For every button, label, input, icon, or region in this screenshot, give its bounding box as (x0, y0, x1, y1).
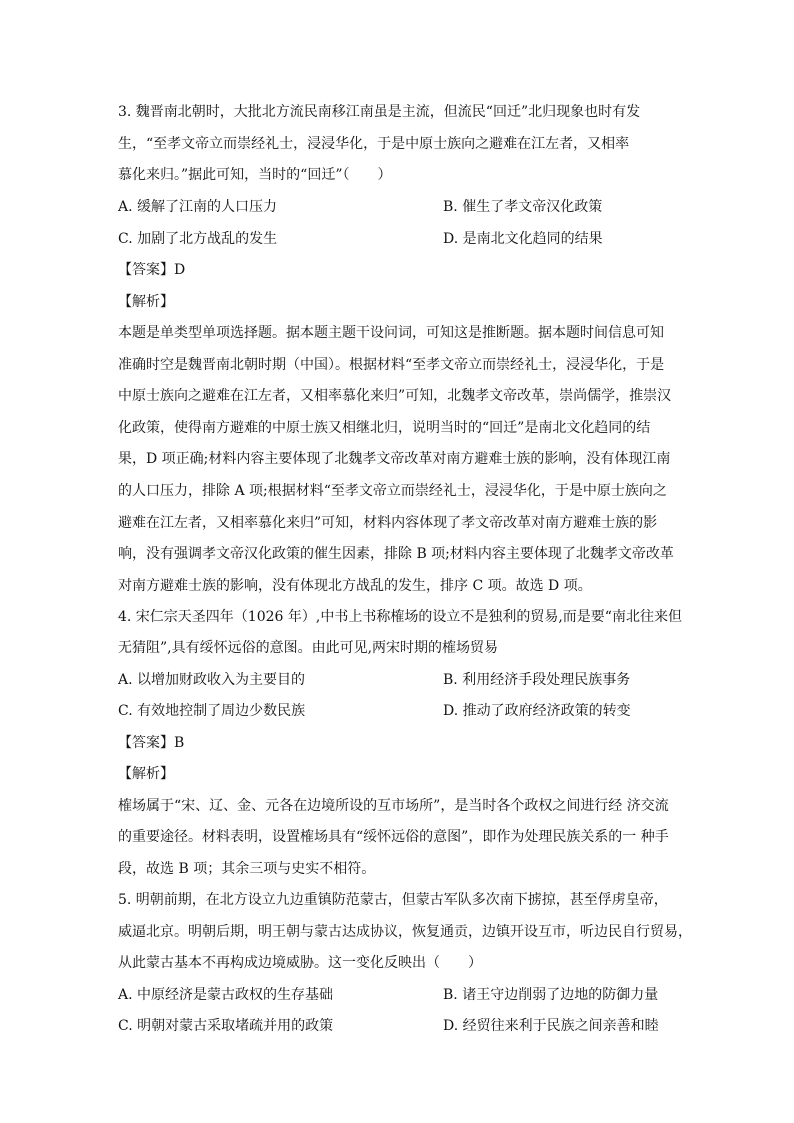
question-3-analysis-line-3: 中原士族向之避难在江左者，又相率慕化来归”可知，北魏孝文帝改革，崇尚儒学，推崇汉 (118, 388, 672, 404)
question-3-analysis-label: 【解析】 (118, 294, 174, 310)
question-5-stem-line-2: 威逼北京。明朝后期，明王朝与蒙古达成协议，恢复通贡，边镇开设互市，听边民自行贸易， (118, 924, 692, 940)
question-4-answer: 【答案】B (118, 735, 185, 751)
question-4-stem-line-2: 无猜阻”,具有绥怀远俗的意图。由此可见,两宋时期的榷场贸易 (118, 640, 499, 656)
question-3-stem-line-3: 慕化来归。”据此可知，当时的“回迁”（ ） (118, 167, 392, 183)
question-3-option-b: B. 催生了孝文帝汉化政策 (443, 199, 603, 215)
question-5-stem-line-1: 5. 明朝前期，在北方设立九边重镇防范蒙古，但蒙古军队多次南下掳掠，甚至俘虏皇帝， (118, 892, 668, 908)
question-3-analysis-line-2: 准确时空是魏晋南北朝时期（中国）。根据材料“至孝文帝立而崇经礼士，浸浸华化，于是 (118, 357, 665, 373)
question-3-option-c: C. 加剧了北方战乱的发生 (118, 231, 278, 247)
question-4-option-b: B. 利用经济手段处理民族事务 (443, 672, 631, 688)
question-5-option-c: C. 明朝对蒙古采取堵疏并用的政策 (118, 1018, 334, 1034)
question-3-stem-line-1: 3. 魏晋南北朝时，大批北方流民南移江南虽是主流，但流民“回迁”北归现象也时有发 (118, 104, 641, 120)
question-3-stem-line-2: 生，“至孝文帝立而崇经礼士，浸浸华化，于是中原士族向之避难在江左者，又相率 (118, 136, 630, 152)
question-3-analysis-line-9: 对南方避难士族的影响，没有体现北方战乱的发生，排序 C 项。故选 D 项。 (118, 578, 592, 594)
question-4-option-c: C. 有效地控制了周边少数民族 (118, 703, 306, 719)
question-3-analysis-line-6: 的人口压力，排除 A 项;根据材料“至孝文帝立而崇经礼士，浸浸华化，于是中原士族向之 (118, 483, 667, 499)
question-4-option-d: D. 推动了政府经济政策的转变 (443, 703, 631, 719)
question-3-analysis-line-5: 果，D 项正确;材料内容主要体现了北魏孝文帝改革对南方避难士族的影响，没有体现江南 (118, 451, 671, 467)
question-5-option-b: B. 诸王守边削弱了边地的防御力量 (443, 987, 659, 1003)
question-5-stem-line-3: 从此蒙古基本不再构成边境威胁。这一变化反映出（ ） (118, 955, 482, 971)
question-4-analysis-line-1: 榷场属于“宋、辽、金、元各在边境所设的互市场所”，是当时各个政权之间进行经 济交流 (118, 798, 669, 814)
question-3-analysis-line-4: 化政策，使得南方避难的中原士族又相继北归，说明当时的“回迁”是南北文化趋同的结 (118, 420, 651, 436)
question-3-analysis-line-8: 响，没有强调孝文帝汉化政策的催生因素，排除 B 项;材料内容主要体现了北魏孝文帝改革 (118, 546, 674, 562)
question-3-analysis-line-7: 避难在江左者，又相率慕化来归”可知，材料内容体现了孝文帝改革对南方避难士族的影 (118, 515, 658, 531)
question-4-analysis-label: 【解析】 (118, 766, 174, 782)
question-5-option-a: A. 中原经济是蒙古政权的生存基础 (118, 987, 334, 1003)
question-3-analysis-line-1: 本题是单类型单项选择题。据本题主题干设问词，可知这是推断题。据本题时间信息可知 (118, 325, 664, 341)
question-3-option-a: A. 缓解了江南的人口压力 (118, 199, 278, 215)
question-4-analysis-line-2: 的重要途径。材料表明，设置榷场具有“绥怀远俗的意图”，即作为处理民族关系的一 种手 (118, 829, 669, 845)
question-3-option-d: D. 是南北文化趋同的结果 (443, 231, 603, 247)
question-4-analysis-line-3: 段，故选 B 项；其余三项与史实不相符。 (118, 861, 376, 877)
question-4-option-a: A. 以增加财政收入为主要目的 (118, 672, 306, 688)
question-3-answer: 【答案】D (118, 262, 186, 278)
question-4-stem-line-1: 4. 宋仁宗天圣四年（1026 年）,中书上书称榷场的设立不是独利的贸易,而是要“南北往来但 (118, 609, 682, 625)
question-5-option-d: D. 经贸往来利于民族之间亲善和睦 (443, 1018, 659, 1034)
